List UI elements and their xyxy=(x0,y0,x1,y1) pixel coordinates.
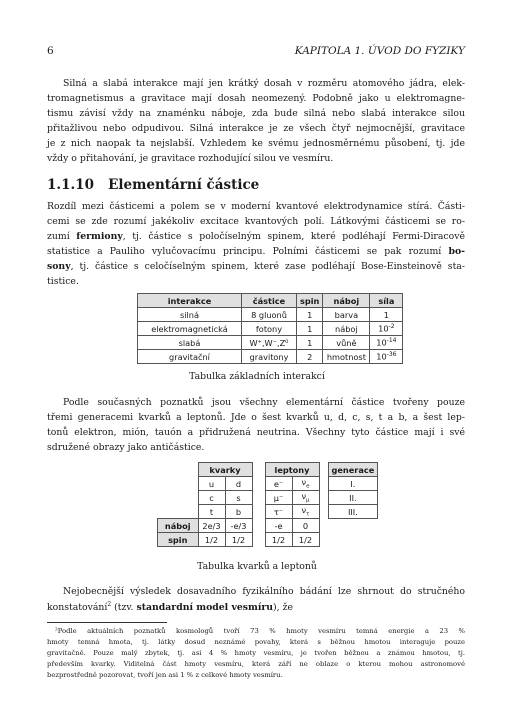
spacer-cell xyxy=(252,533,265,547)
table-cell: $10^{-14}$ xyxy=(370,336,403,350)
table-row xyxy=(138,350,403,364)
page-number: 6 xyxy=(47,45,54,57)
footnote-line: bezprostředně pozorovat, tvoří jen asi 1 % z celkové hmoty vesmíru. xyxy=(47,671,283,679)
footnote-mark: 2 xyxy=(107,601,112,608)
spacer-cell xyxy=(252,477,265,491)
text-line: konstatování$^2$ (tzv. standardní model vesmíru), že xyxy=(47,601,293,614)
table-cell: $\nu_\tau$ xyxy=(292,505,319,519)
row-header: náboj xyxy=(158,519,199,533)
spacer-cell xyxy=(319,533,328,547)
table-row xyxy=(158,491,378,505)
table-cell: II. xyxy=(328,491,378,505)
row-header: spin xyxy=(158,533,199,547)
section-heading xyxy=(47,177,259,193)
column-header: kvarky xyxy=(198,463,252,477)
empty-cell xyxy=(328,533,378,547)
empty-cell xyxy=(158,477,199,491)
empty-cell xyxy=(158,505,199,519)
spacer-cell xyxy=(252,519,265,533)
text-line: tistice. xyxy=(47,276,79,287)
table-cell: 2 xyxy=(297,350,323,364)
table-cell: I. xyxy=(328,477,378,491)
spacer-cell xyxy=(252,491,265,505)
text-line: cemi se zde rozumí jakékoliv excitace kvantových polí. Látkovými částicemi se ro- xyxy=(47,216,465,227)
footnote-rule xyxy=(47,622,167,623)
table-cell: 0 xyxy=(292,519,319,533)
table-cell: fotony xyxy=(242,322,297,336)
table-cell: 2e/3 xyxy=(198,519,225,533)
empty-cell xyxy=(328,519,378,533)
section-number: 1.1.10 xyxy=(47,177,94,193)
text-line: Nejobecnější výsledek dosavadního fyzikálního bádání lze shrnout do stručného xyxy=(63,586,465,597)
text-line: Silná a slabá interakce mají jen krátký dosah v rozměru atomového jádra, elek- xyxy=(63,78,465,89)
table-cell: barva xyxy=(323,308,370,322)
empty-cell xyxy=(158,491,199,505)
spacer-cell xyxy=(319,505,328,519)
footnote-line: ²Podle aktuálních poznatků kosmologů tvoří 73 % hmoty vesmíru temná energie a 23 % xyxy=(55,627,465,635)
table-cell: μ⁻ xyxy=(265,491,292,505)
section-title: Elementární částice xyxy=(108,177,260,193)
table-row xyxy=(158,477,378,491)
table-cell: silná xyxy=(138,308,242,322)
quarks-leptons-table xyxy=(157,462,378,547)
text-line: je z nich naopak ta nejslabší. Vzhledem ke svému jednosměrnému působení, tj. jde xyxy=(47,138,465,149)
text-line: Rozdíl mezi částicemi a polem se v moderní kvantové elektrodynamice stírá. Části- xyxy=(47,201,465,212)
table-cell: vůně xyxy=(323,336,370,350)
table-row xyxy=(158,519,378,533)
footnote-line: především kvarky. Viditelná část hmoty vesmíru, která září ne oblaze o kterou mohou astronomové xyxy=(47,660,465,668)
table-cell: slabá xyxy=(138,336,242,350)
spacer-cell xyxy=(252,505,265,519)
table-header-row xyxy=(158,463,378,477)
column-header: spin xyxy=(297,294,323,308)
table-cell: $10^{-36}$ xyxy=(370,350,403,364)
footnote-line: gravitačně. Pouze malý zbytek, tj. asi 4 % hmoty vesmíru, je tvořen běžnou a známou hmotou, tj. xyxy=(47,649,465,657)
table-row xyxy=(138,336,403,350)
table-cell: d xyxy=(225,477,252,491)
text-line: tonů elektron, mión, tauón a přidružená neutrina. Všechny tyto částice mají i své xyxy=(47,427,465,438)
table-row xyxy=(138,308,403,322)
spacer-cell xyxy=(252,463,265,477)
table-header-row xyxy=(138,294,403,308)
running-header: KAPITOLA 1. ÚVOD DO FYZIKY xyxy=(294,45,465,57)
table-cell: -e xyxy=(265,519,292,533)
spacer-cell xyxy=(319,463,328,477)
table-row xyxy=(138,322,403,336)
table-cell: 1/2 xyxy=(265,533,292,547)
table-cell: b xyxy=(225,505,252,519)
text-line: třemi generacemi kvarků a leptonů. Jde o šest kvarků u, d, c, s, t a b, a šest lep- xyxy=(47,412,465,423)
spacer-cell xyxy=(319,519,328,533)
table-cell: -e/3 xyxy=(225,519,252,533)
spacer-cell xyxy=(319,477,328,491)
table-caption: Tabulka základních interakcí xyxy=(189,371,325,382)
table-caption: Tabulka kvarků a leptonů xyxy=(197,561,317,572)
empty-cell xyxy=(158,463,199,477)
text-line: zumí fermiony, tj. částice s poločíselným spinem, které podléhají Fermi-Diracově xyxy=(47,231,465,242)
table-cell: 1/2 xyxy=(225,533,252,547)
table-cell: u xyxy=(198,477,225,491)
text-line: sony, tj. částice s celočíselným spinem, které zase podléhají Bose-Einsteinově sta- xyxy=(47,261,465,272)
table-row xyxy=(158,505,378,519)
text-line: Podle současných poznatků jsou všechny elementární částice tvořeny pouze xyxy=(63,397,465,408)
table-cell: c xyxy=(198,491,225,505)
table-cell: W⁺,W⁻,Z⁰ xyxy=(242,336,297,350)
table-cell: gravitační xyxy=(138,350,242,364)
table-cell: 1/2 xyxy=(292,533,319,547)
table-cell: t xyxy=(198,505,225,519)
column-header: leptony xyxy=(265,463,319,477)
column-header: generace xyxy=(328,463,378,477)
column-header: síla xyxy=(370,294,403,308)
table-cell: $\nu_\mu$ xyxy=(292,491,319,505)
text-line: přitažlivou nebo odpudivou. Silná interakce je ze všech čtyř nejmocnější, gravitace xyxy=(47,123,465,134)
table-cell: 1 xyxy=(297,308,323,322)
table-cell: 1/2 xyxy=(198,533,225,547)
footnote-line: hmoty temná hmota, tj. látky dosud neznámé povahy, která s běžnou hmotou interaguje pouze xyxy=(47,638,465,646)
table-cell: 1 xyxy=(297,336,323,350)
table-cell: náboj xyxy=(323,322,370,336)
table-cell: τ⁻ xyxy=(265,505,292,519)
column-header: náboj xyxy=(323,294,370,308)
spacer-cell xyxy=(319,491,328,505)
table-cell: 1 xyxy=(297,322,323,336)
table-cell: e⁻ xyxy=(265,477,292,491)
text-line: tromagnetismus a gravitace mají dosah neomezený. Podobně jako u elektromagne- xyxy=(47,93,465,104)
table-cell: III. xyxy=(328,505,378,519)
interactions-table xyxy=(137,293,403,364)
table-cell: gravitony xyxy=(242,350,297,364)
text-line: tismu závisí vždy na znaménku náboje, zda bude silná nebo slabá interakce silou xyxy=(47,108,465,119)
text-line: statistice a Pauliho vylučovacímu principu. Polními částicemi se pak rozumí bo- xyxy=(47,246,465,257)
table-cell: $\nu_e$ xyxy=(292,477,319,491)
column-header: částice xyxy=(242,294,297,308)
table-cell: 8 gluonů xyxy=(242,308,297,322)
table-cell: elektromagnetická xyxy=(138,322,242,336)
text-line: vždy o přitahování, je gravitace rozhodující silou ve vesmíru. xyxy=(47,153,334,164)
text-line: sdružené obrazy jako antičástice. xyxy=(47,442,205,453)
table-row xyxy=(158,533,378,547)
table-cell: hmotnost xyxy=(323,350,370,364)
column-header: interakce xyxy=(138,294,242,308)
table-cell: s xyxy=(225,491,252,505)
table-cell: $10^{-2}$ xyxy=(370,322,403,336)
table-cell: 1 xyxy=(370,308,403,322)
